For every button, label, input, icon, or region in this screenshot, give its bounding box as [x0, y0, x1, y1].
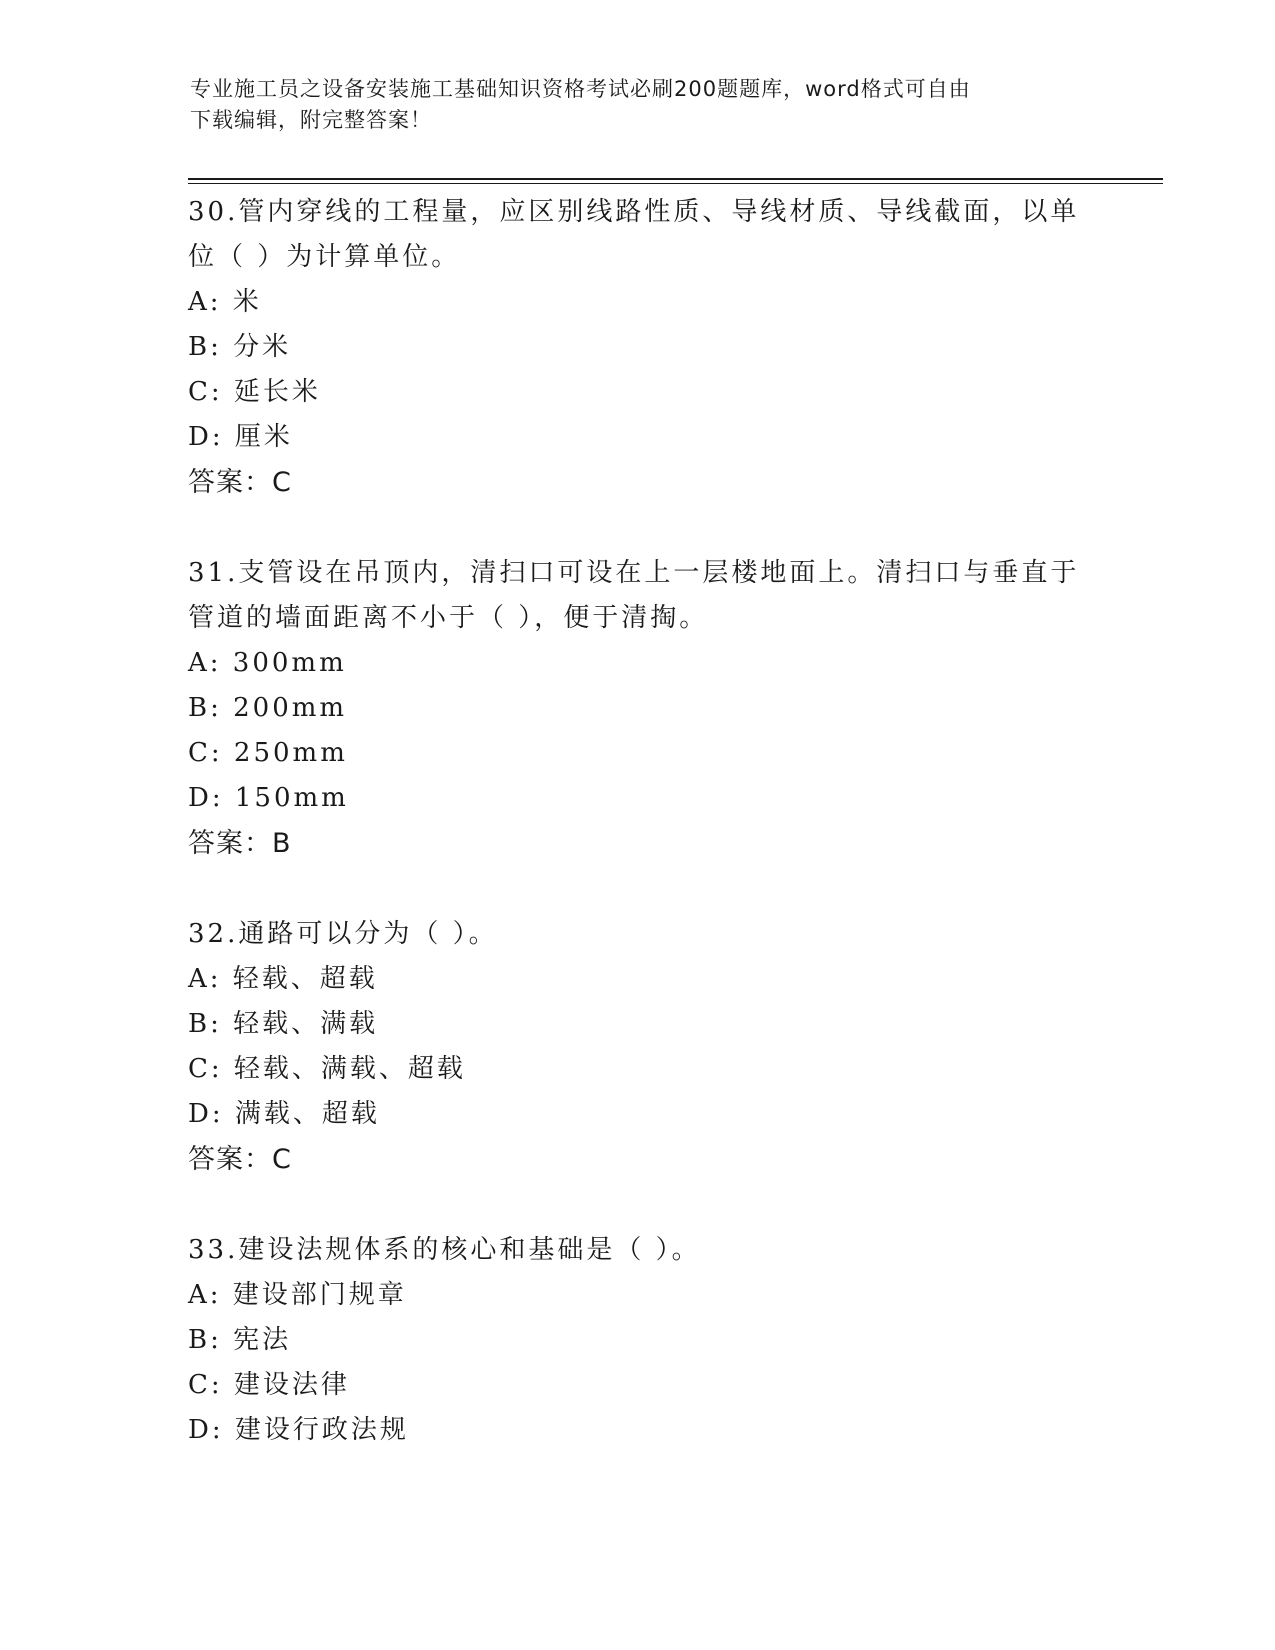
option-c: C: 建设法律	[188, 1370, 350, 1400]
question-stem	[188, 912, 1088, 957]
answer-label: 答案：C	[188, 1144, 292, 1175]
option-c: C: 延长米	[188, 377, 321, 407]
option-a: A: 米	[188, 287, 262, 317]
question-stem-line: 32.通路可以分为（ ）。	[188, 919, 498, 949]
header-divider-thin	[188, 183, 1163, 184]
question-31	[188, 551, 1088, 866]
option-d: D: 满载、超载	[188, 1099, 380, 1129]
header-line-2: 下载编辑，附完整答案！	[190, 108, 432, 132]
document-header	[190, 74, 1090, 136]
question-stem	[188, 551, 1088, 641]
option-a: A: 轻载、超载	[188, 964, 378, 994]
header-line-1: 专业施工员之设备安装施工基础知识资格考试必刷200题题库，word格式可自由	[190, 77, 971, 101]
question-list	[188, 190, 1088, 1499]
option-c: C: 250mm	[188, 738, 348, 768]
option-b: B: 分米	[188, 332, 292, 362]
question-stem-line: 位（ ）为计算单位。	[188, 242, 461, 272]
question-32	[188, 912, 1088, 1182]
question-stem	[188, 1228, 1088, 1273]
answer-label: 答案：C	[188, 467, 292, 498]
question-stem-line: 31.支管设在吊顶内，清扫口可设在上一层楼地面上。清扫口与垂直于	[188, 558, 1080, 588]
option-c: C: 轻载、满载、超载	[188, 1054, 466, 1084]
header-divider-thick	[188, 178, 1163, 180]
option-a: A: 建设部门规章	[188, 1280, 407, 1310]
question-30	[188, 190, 1088, 505]
question-stem-line: 33.建设法规体系的核心和基础是（ ）。	[188, 1235, 701, 1265]
option-d: D: 建设行政法规	[188, 1415, 409, 1445]
option-b: B: 200mm	[188, 693, 348, 723]
question-33	[188, 1228, 1088, 1453]
option-d: D: 厘米	[188, 422, 293, 452]
question-stem-line: 30.管内穿线的工程量，应区别线路性质、导线材质、导线截面，以单	[188, 197, 1080, 227]
option-b: B: 轻载、满载	[188, 1009, 379, 1039]
question-stem-line: 管道的墙面距离不小于（ ），便于清掏。	[188, 603, 709, 633]
question-stem	[188, 190, 1088, 280]
option-b: B: 宪法	[188, 1325, 292, 1355]
option-d: D: 150mm	[188, 783, 349, 813]
option-a: A: 300mm	[188, 648, 347, 678]
answer-label: 答案：B	[188, 828, 292, 859]
